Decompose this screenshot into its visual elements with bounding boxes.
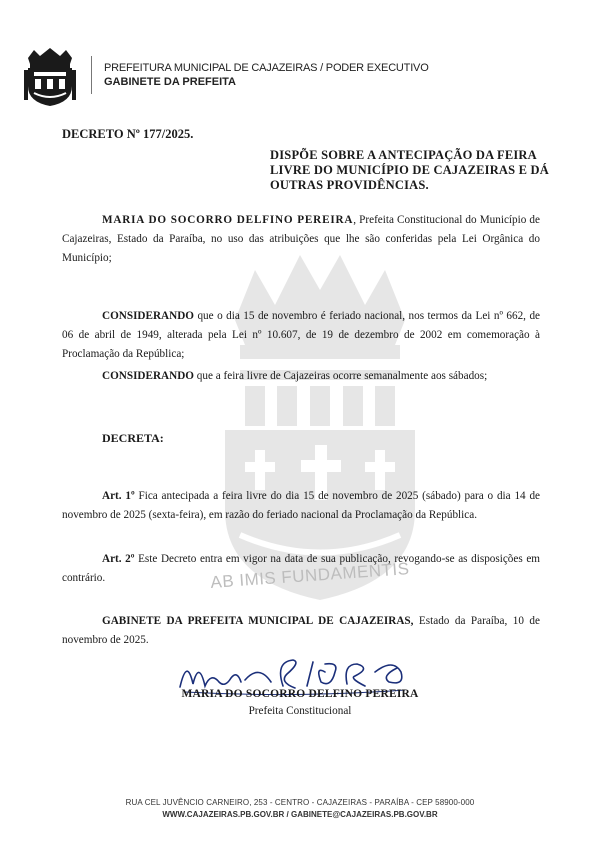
considerando-lead-1: CONSIDERANDO bbox=[102, 310, 194, 322]
decree-ementa: DISPÕE SOBRE A ANTECIPAÇÃO DA FEIRA LIVRE DO MUNICÍPIO DE CAJAZEIRAS E DÁ OUTRAS PROVIDÊNCIAS. bbox=[270, 148, 549, 192]
article-2-text: Este Decreto entra em vigor na data de sua publicação, revogando-se as disposições em contrário. bbox=[62, 553, 540, 584]
preamble-text: , Prefeita Constitucional do Município de Cajazeiras, Estado da Paraíba, no uso das atribuições que lhe são conferidas pela Lei Orgânica do Município; bbox=[62, 214, 540, 264]
article-1-lead: Art. 1º bbox=[102, 490, 135, 502]
considerando-text-1: que o dia 15 de novembro é feriado nacional, nos termos da Lei nº 662, de 06 de abril de 1949, alterada pela Lei nº 10.607, de 19 de dezembro de 2002 em comemoração à Proclamação da República; bbox=[62, 310, 540, 360]
footer-contact: WWW.CAJAZEIRAS.PB.GOV.BR / GABINETE@CAJAZEIRAS.PB.GOV.BR bbox=[162, 810, 438, 819]
considerando-text-2: que a feira livre de Cajazeiras ocorre semanalmente aos sábados; bbox=[194, 370, 488, 382]
coat-of-arms-logo bbox=[22, 46, 78, 108]
footer-address: RUA CEL JUVÊNCIO CARNEIRO, 253 - CENTRO - CAJAZEIRAS - PARAÍBA - CEP 58900-000 bbox=[125, 798, 475, 807]
header-office: GABINETE DA PREFEITA bbox=[104, 76, 237, 88]
article-1 bbox=[62, 487, 540, 525]
header-institution: PREFEITURA MUNICIPAL DE CAJAZEIRAS / PODER EXECUTIVO bbox=[104, 62, 429, 74]
considerando-paragraph-1 bbox=[62, 307, 540, 364]
decreta-heading: DECRETA: bbox=[102, 431, 164, 445]
signatory-role: Prefeita Constitucional bbox=[248, 705, 352, 717]
article-2 bbox=[62, 550, 540, 588]
signatory-name: MARIA DO SOCORRO DELFINO PEREIRA bbox=[181, 688, 419, 700]
header-divider bbox=[91, 56, 92, 94]
closing-lead: GABINETE DA PREFEITA MUNICIPAL DE CAJAZEIRAS, bbox=[102, 615, 414, 627]
preamble-paragraph bbox=[62, 211, 540, 268]
considerando-paragraph-2 bbox=[62, 367, 540, 386]
considerando-lead-2: CONSIDERANDO bbox=[102, 370, 194, 382]
closing-text: Estado da Paraíba, 10 de novembro de 2025. bbox=[62, 615, 540, 646]
watermark-motto: AB IMIS FUNDAMENTIS bbox=[209, 559, 411, 592]
closing-paragraph bbox=[62, 612, 540, 650]
decree-number: DECRETO Nº 177/2025. bbox=[62, 127, 194, 141]
article-2-lead: Art. 2º bbox=[102, 553, 135, 565]
article-1-text: Fica antecipada a feira livre do dia 15 de novembro de 2025 (sábado) para o dia 14 de novembro de 2025 (sexta-feira), em razão do feriado nacional da Proclamação da República. bbox=[62, 490, 540, 521]
mayor-name: MARIA DO SOCORRO DELFINO PEREIRA bbox=[102, 214, 354, 226]
